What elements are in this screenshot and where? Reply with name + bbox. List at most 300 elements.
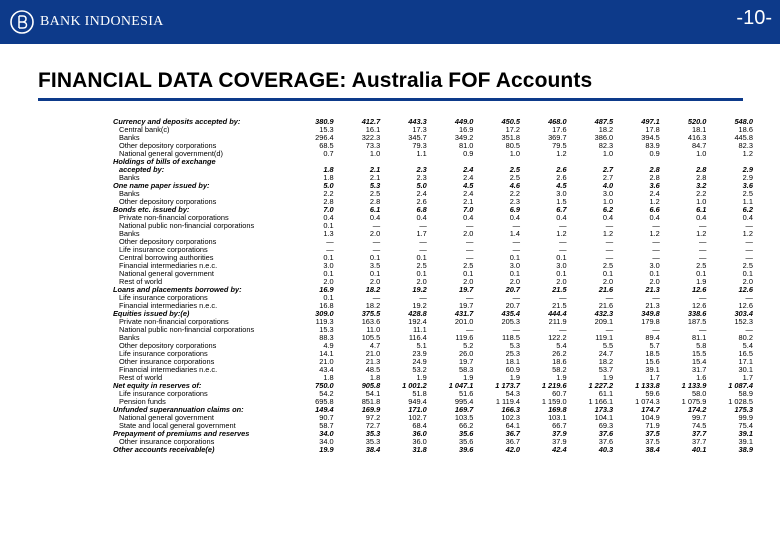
row-value: 16.5	[738, 349, 753, 358]
row-label: Financial intermediaries n.e.c.	[119, 301, 218, 310]
row-value: 81.0	[458, 141, 474, 150]
row-value: 0.1	[323, 253, 334, 262]
row-value: 4.5	[556, 181, 567, 190]
row-value: 1.4	[509, 229, 520, 238]
row-value: 21.6	[598, 301, 614, 310]
row-value: 1.2	[556, 149, 567, 158]
row-label: State and local general government	[119, 421, 236, 430]
row-value: 40.1	[691, 445, 707, 454]
row-value: 2.8	[696, 173, 707, 182]
row-value: —	[419, 221, 427, 230]
row-value: 90.7	[319, 413, 334, 422]
row-value: 3.6	[742, 181, 753, 190]
row-value: 1.0	[602, 149, 614, 158]
row-value: 1 001.2	[402, 381, 427, 390]
row-value: 68.4	[412, 421, 427, 430]
row-label: Other insurance corporations	[119, 437, 215, 446]
row-value: 16.8	[319, 301, 334, 310]
row-value: 58.2	[552, 365, 567, 374]
row-value: 36.7	[505, 437, 520, 446]
row-value: 74.5	[691, 421, 707, 430]
row-value: 1 173.7	[495, 381, 520, 390]
row-value: 79.5	[552, 141, 567, 150]
row-value: 1.2	[742, 149, 753, 158]
row-value: 38.4	[645, 445, 660, 454]
row-value: 73.3	[365, 141, 381, 150]
row-value: 0.4	[509, 213, 520, 222]
row-value: 435.4	[501, 309, 520, 318]
row-value: 6.6	[649, 205, 660, 214]
row-value: 380.9	[315, 117, 334, 126]
row-value: —	[745, 293, 753, 302]
row-value: —	[372, 237, 381, 246]
row-value: 169.7	[454, 405, 474, 414]
row-label: Banks	[119, 229, 140, 238]
title-divider	[38, 98, 743, 101]
row-label: National general government	[119, 269, 214, 278]
row-value: 37.7	[691, 429, 707, 438]
row-label: Financial intermediaries n.e.c.	[119, 261, 218, 270]
row-value: 11.1	[412, 325, 427, 334]
row-value: 428.8	[408, 309, 427, 318]
row-value: —	[652, 253, 660, 262]
row-value: 68.5	[319, 141, 334, 150]
row-label: Life insurance corporations	[119, 389, 208, 398]
row-value: 42.0	[505, 445, 520, 454]
row-label: Life insurance corporations	[119, 349, 208, 358]
row-value: 1.0	[509, 149, 520, 158]
row-value: 1 133.9	[681, 381, 707, 390]
row-value: 349.8	[641, 309, 660, 318]
row-value: 1.9	[463, 373, 474, 382]
row-value: 16.9	[458, 125, 474, 134]
row-value: 58.3	[458, 365, 474, 374]
row-label: Other depository corporations	[119, 341, 217, 350]
row-value: 103.5	[454, 413, 474, 422]
row-label: Holdings of bills of exchange	[113, 157, 216, 166]
row-value: 82.3	[598, 141, 614, 150]
row-value: 15.3	[319, 125, 334, 134]
row-value: —	[559, 245, 567, 254]
row-value: 0.1	[416, 253, 427, 262]
row-value: 394.5	[641, 133, 660, 142]
row-value: 2.1	[369, 173, 381, 182]
row-value: —	[559, 325, 567, 334]
row-value: 0.1	[416, 269, 427, 278]
row-value: 18.1	[505, 357, 520, 366]
row-value: 174.2	[687, 405, 707, 414]
row-value: 2.7	[602, 173, 614, 182]
row-value: 37.6	[598, 437, 614, 446]
row-value: —	[652, 293, 660, 302]
row-value: —	[745, 253, 753, 262]
row-value: 5.2	[463, 341, 474, 350]
row-value: 2.4	[463, 189, 474, 198]
row-value: 2.5	[602, 261, 614, 270]
row-value: 2.4	[463, 173, 474, 182]
row-value: —	[372, 245, 381, 254]
row-value: 0.4	[369, 213, 381, 222]
row-value: —	[698, 237, 707, 246]
row-value: 2.7	[602, 165, 614, 174]
row-value: 0.4	[416, 213, 427, 222]
row-value: 211.9	[548, 317, 567, 326]
row-value: 53.7	[598, 365, 614, 374]
row-value: 4.9	[323, 341, 334, 350]
row-value: 102.7	[408, 413, 427, 422]
row-value: 2.5	[742, 189, 753, 198]
table-row	[113, 446, 753, 454]
row-value: 0.1	[509, 269, 520, 278]
row-value: 18.2	[598, 357, 614, 366]
row-value: 0.1	[602, 269, 614, 278]
row-value: 497.1	[641, 117, 660, 126]
row-value: 1 028.5	[728, 397, 753, 406]
row-label: Private non-financial corporations	[119, 317, 229, 326]
row-value: 39.6	[458, 445, 474, 454]
row-value: 39.1	[738, 437, 753, 446]
row-value: 18.6	[738, 125, 753, 134]
row-value: 119.3	[315, 317, 334, 326]
row-label: Banks	[119, 333, 140, 342]
row-value: —	[465, 237, 474, 246]
row-value: 19.7	[458, 301, 474, 310]
row-value: 54.2	[319, 389, 334, 398]
row-value: —	[652, 237, 660, 246]
row-value: 1 047.1	[448, 381, 474, 390]
row-label: Loans and placements borrowed by:	[113, 285, 242, 294]
row-value: 412.7	[361, 117, 381, 126]
row-value: 18.2	[365, 285, 381, 294]
row-value: 0.1	[742, 269, 753, 278]
row-value: 2.6	[416, 197, 427, 206]
row-value: 1.7	[742, 373, 753, 382]
row-value: 64.1	[505, 421, 520, 430]
page-title: FINANCIAL DATA COVERAGE: Australia FOF Accounts	[38, 69, 593, 92]
row-label: National general government	[119, 413, 214, 422]
row-value: —	[465, 253, 474, 262]
row-value: 1.9	[416, 373, 427, 382]
row-value: 1 119.4	[495, 397, 520, 406]
row-value: —	[419, 237, 427, 246]
row-value: —	[605, 293, 614, 302]
row-value: 1.8	[323, 373, 334, 382]
row-label: Pension funds	[119, 397, 166, 406]
row-value: 2.8	[649, 165, 660, 174]
row-value: 0.1	[323, 269, 334, 278]
row-value: 71.9	[645, 421, 660, 430]
row-value: 1 159.0	[541, 397, 567, 406]
brand-logo	[10, 10, 164, 34]
row-value: 152.3	[734, 317, 753, 326]
row-value: 1.7	[649, 373, 660, 382]
row-value: 3.0	[602, 189, 614, 198]
row-value: 1.6	[696, 373, 707, 382]
row-value: 2.8	[323, 197, 334, 206]
row-value: 2.4	[649, 189, 660, 198]
row-value: 416.3	[687, 133, 707, 142]
row-value: 1.9	[602, 373, 614, 382]
row-value: 3.0	[509, 261, 520, 270]
row-value: —	[465, 221, 474, 230]
row-value: —	[512, 237, 520, 246]
row-value: 209.1	[594, 317, 614, 326]
row-label: Banks	[119, 173, 140, 182]
row-value: 19.2	[412, 285, 427, 294]
row-value: 2.5	[509, 165, 520, 174]
row-value: 1.0	[696, 197, 707, 206]
row-value: —	[465, 245, 474, 254]
row-value: 80.5	[505, 141, 520, 150]
row-value: 4.0	[602, 181, 614, 190]
row-label: Net equity in reserves of:	[113, 381, 202, 390]
row-value: 0.4	[556, 213, 567, 222]
row-value: 2.9	[742, 165, 753, 174]
row-value: 12.6	[691, 301, 707, 310]
row-value: 192.4	[408, 317, 427, 326]
row-value: 163.6	[361, 317, 381, 326]
row-label: Central borrowing authorities	[119, 253, 214, 262]
row-value: 18.2	[365, 301, 381, 310]
row-value: —	[512, 325, 520, 334]
row-value: 0.1	[369, 269, 381, 278]
row-value: 59.6	[645, 389, 660, 398]
row-value: 949.4	[408, 397, 427, 406]
row-value: 37.9	[552, 437, 567, 446]
row-value: 149.4	[315, 405, 334, 414]
row-value: 1.1	[416, 149, 427, 158]
row-value: 83.9	[645, 141, 660, 150]
row-value: 12.6	[691, 285, 707, 294]
row-label: Financial intermediaries n.e.c.	[119, 365, 218, 374]
row-value: 2.5	[369, 189, 381, 198]
row-value: 21.0	[319, 357, 334, 366]
row-value: 58.0	[691, 389, 707, 398]
row-value: 35.6	[458, 437, 474, 446]
row-value: 1 219.6	[541, 381, 567, 390]
row-value: —	[605, 237, 614, 246]
row-label: National general government(d)	[119, 149, 223, 158]
row-value: 1.5	[556, 197, 567, 206]
row-value: 35.6	[458, 429, 474, 438]
row-value: 34.0	[319, 437, 334, 446]
row-value: 26.2	[552, 349, 567, 358]
row-value: 5.1	[416, 341, 427, 350]
row-value: 2.1	[463, 197, 474, 206]
row-value: 2.5	[742, 261, 753, 270]
row-value: 2.6	[556, 173, 567, 182]
row-value: 15.5	[691, 349, 707, 358]
row-value: 1.0	[369, 149, 381, 158]
row-value: 0.1	[323, 293, 334, 302]
row-value: 5.7	[649, 341, 660, 350]
row-value: 69.3	[598, 421, 614, 430]
row-value: 15.6	[645, 357, 660, 366]
row-value: 19.2	[412, 301, 427, 310]
row-value: 21.5	[552, 301, 567, 310]
row-value: 1.7	[416, 229, 427, 238]
row-value: 6.2	[602, 205, 614, 214]
row-value: 4.7	[369, 341, 381, 350]
row-value: 2.4	[463, 165, 474, 174]
row-value: 338.6	[687, 309, 707, 318]
row-value: 175.3	[734, 405, 753, 414]
row-value: 351.8	[501, 133, 520, 142]
row-value: 42.4	[552, 445, 567, 454]
row-label: Unfunded superannuation claims on:	[113, 405, 244, 414]
row-value: 548.0	[734, 117, 753, 126]
row-value: —	[512, 293, 520, 302]
row-value: 105.5	[361, 333, 381, 342]
row-value: 6.9	[509, 205, 520, 214]
row-value: —	[652, 325, 660, 334]
row-label: Bonds etc. issued by:	[113, 205, 190, 214]
row-value: 81.1	[691, 333, 707, 342]
row-value: —	[465, 293, 474, 302]
row-value: 3.2	[696, 181, 707, 190]
row-value: 24.7	[598, 349, 614, 358]
row-value: —	[559, 221, 567, 230]
row-value: —	[465, 325, 474, 334]
row-label: Other depository corporations	[119, 237, 217, 246]
row-value: 2.8	[649, 173, 660, 182]
row-value: 171.0	[408, 405, 427, 414]
row-value: 0.1	[323, 221, 334, 230]
row-value: 468.0	[548, 117, 567, 126]
row-value: 2.0	[369, 229, 381, 238]
row-value: 26.0	[458, 349, 474, 358]
row-value: 119.6	[455, 333, 474, 342]
row-value: 6.8	[416, 205, 427, 214]
row-label: National public non-financial corporations	[119, 325, 255, 334]
row-value: 2.0	[369, 277, 381, 286]
row-label: Private non-financial corporations	[119, 213, 229, 222]
row-value: 1.2	[649, 229, 660, 238]
row-value: 58.7	[319, 421, 334, 430]
row-value: 2.0	[556, 277, 567, 286]
row-value: 309.0	[315, 309, 334, 318]
row-value: 201.0	[454, 317, 474, 326]
row-value: 0.1	[369, 253, 381, 262]
row-value: 1.2	[742, 229, 753, 238]
row-label: Rest of world	[119, 277, 163, 286]
row-label: Life insurance corporations	[119, 293, 208, 302]
row-value: 487.5	[594, 117, 614, 126]
row-value: 2.0	[649, 277, 660, 286]
row-value: 14.1	[319, 349, 334, 358]
row-value: 303.4	[734, 309, 753, 318]
row-value: 169.9	[361, 405, 381, 414]
row-value: 20.7	[505, 285, 520, 294]
row-value: 1.9	[556, 373, 567, 382]
row-value: 6.2	[742, 205, 753, 214]
row-label: One name paper issued by:	[113, 181, 210, 190]
row-value: 2.8	[696, 165, 707, 174]
row-value: 3.5	[369, 261, 381, 270]
row-value: 17.2	[505, 125, 520, 134]
row-value: 2.5	[463, 261, 474, 270]
row-value: —	[605, 325, 614, 334]
row-value: 39.1	[645, 365, 660, 374]
row-value: 1.2	[602, 229, 614, 238]
row-value: 0.1	[649, 269, 660, 278]
row-value: —	[745, 237, 753, 246]
row-value: 0.1	[556, 269, 567, 278]
row-value: 443.3	[408, 117, 427, 126]
row-value: 17.3	[412, 125, 427, 134]
row-value: 43.4	[319, 365, 334, 374]
row-value: 2.2	[323, 189, 334, 198]
row-value: 905.8	[361, 381, 381, 390]
row-value: 349.2	[454, 133, 474, 142]
row-value: 322.3	[361, 133, 381, 142]
row-value: 444.4	[548, 309, 567, 318]
row-value: —	[698, 293, 707, 302]
row-value: 18.1	[691, 125, 707, 134]
row-value: 17.1	[738, 357, 753, 366]
row-value: 48.5	[365, 365, 381, 374]
row-label: Equities issued by:(e)	[113, 309, 190, 318]
row-value: 51.8	[412, 389, 427, 398]
row-value: 19.7	[458, 285, 474, 294]
row-value: 1.1	[742, 197, 753, 206]
row-value: —	[559, 237, 567, 246]
row-value: 0.4	[649, 213, 660, 222]
row-value: 205.3	[501, 317, 520, 326]
row-value: 2.8	[369, 197, 381, 206]
row-value: 1 166.1	[588, 397, 614, 406]
row-value: 0.4	[696, 213, 707, 222]
row-value: 36.0	[412, 429, 427, 438]
row-value: 35.3	[365, 437, 381, 446]
row-label: Other insurance corporations	[119, 357, 215, 366]
row-value: 2.2	[509, 189, 520, 198]
row-value: 37.5	[645, 437, 660, 446]
row-value: 1.8	[369, 373, 381, 382]
row-value: —	[698, 253, 707, 262]
row-value: 60.9	[505, 365, 520, 374]
row-value: 37.6	[598, 429, 614, 438]
row-value: 3.0	[649, 261, 660, 270]
row-value: 12.6	[738, 285, 753, 294]
row-value: 2.0	[463, 229, 474, 238]
row-value: —	[745, 245, 753, 254]
row-value: 1.0	[696, 149, 707, 158]
row-value: 449.0	[454, 117, 474, 126]
row-value: —	[372, 293, 381, 302]
row-value: 51.6	[458, 389, 474, 398]
row-value: 2.3	[509, 197, 520, 206]
row-value: 37.9	[552, 429, 567, 438]
row-value: 0.4	[323, 213, 334, 222]
row-value: 40.3	[598, 445, 614, 454]
row-value: 169.8	[548, 405, 567, 414]
row-value: 0.1	[556, 253, 567, 262]
row-value: 995.4	[454, 397, 474, 406]
row-value: —	[605, 245, 614, 254]
row-value: 2.6	[556, 165, 567, 174]
row-label: Rest of world	[119, 373, 163, 382]
row-value: 34.0	[319, 429, 334, 438]
row-value: 2.0	[602, 277, 614, 286]
row-value: 25.3	[505, 349, 520, 358]
row-value: —	[605, 253, 614, 262]
row-label: Banks	[119, 189, 140, 198]
row-value: 88.3	[319, 333, 334, 342]
row-value: 116.4	[408, 333, 427, 342]
row-value: 6.1	[369, 205, 381, 214]
row-value: 5.5	[602, 341, 614, 350]
